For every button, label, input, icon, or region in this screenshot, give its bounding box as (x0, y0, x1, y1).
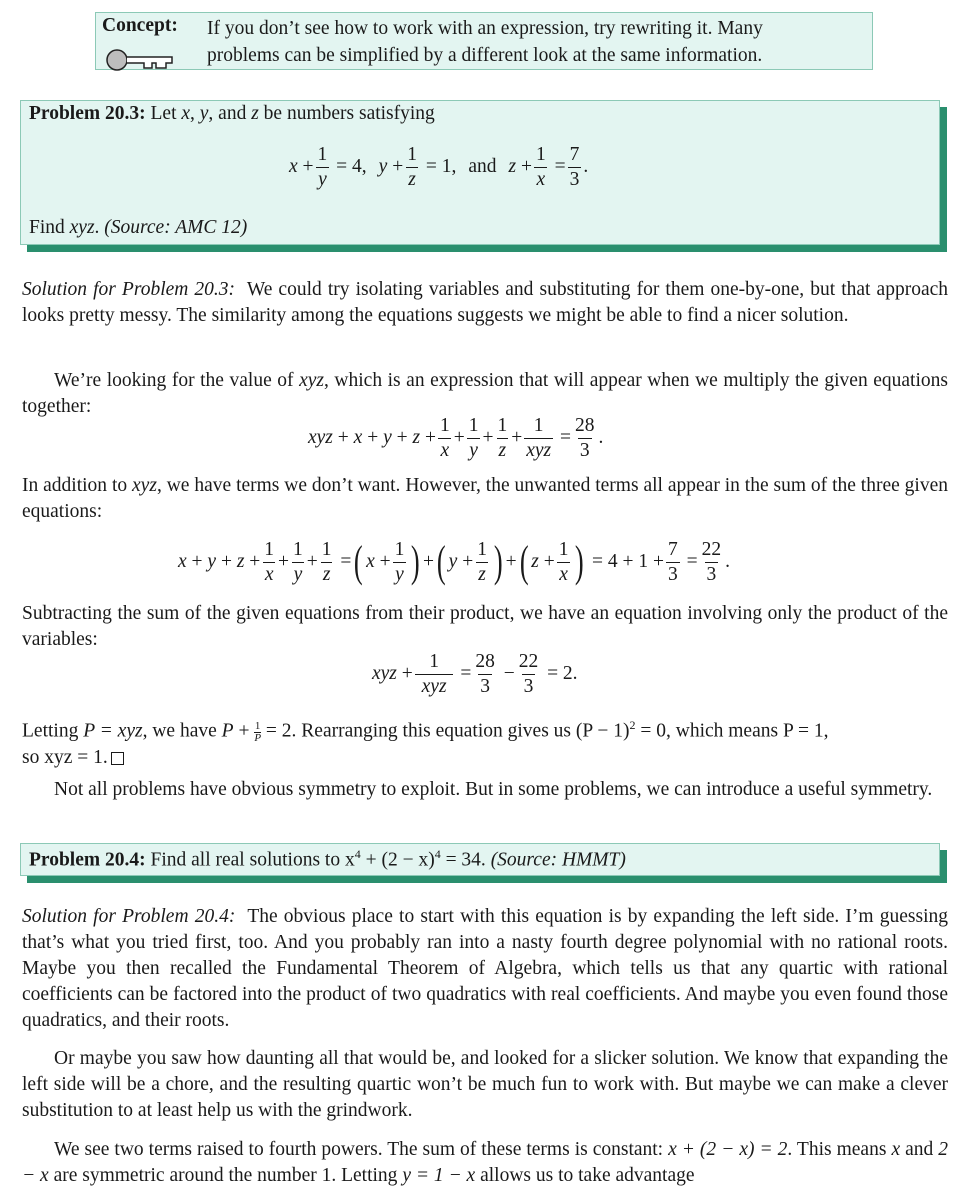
concept-label: Concept: (102, 15, 178, 36)
equation-product: xyz + x + y + z + $\frac{1}{x}$ + $\frac{1}{y}$ + $\frac{1}{z}$ + $\frac{1}{\text{xyz}}$ = $\frac{28}{3}$ . (308, 415, 604, 461)
rhs: 4 (352, 156, 362, 177)
solution-20-3-p6: Not all problems have obvious symmetry to exploit. But in some problems, we can introduce a useful symmetry. (54, 779, 933, 800)
paragraph-text: We could try isolating variables and substituting for them one-by-one, but that approach looks pretty messy. The similarity among the equations suggests we might be able to find a nicer solution. (22, 279, 949, 326)
fraction: $\frac{1}{z}$ (407, 144, 417, 190)
solution-20-3-p3: In addition to xyz, we have terms we don’t want. However, the unwanted terms all appear in the sum of the three given equations: (22, 475, 948, 522)
rhs: 1 (441, 156, 452, 177)
var: y (378, 156, 388, 177)
fraction: $\frac{1}{x}$ (535, 144, 546, 190)
solution-20-3-p4: Subtracting the sum of the given equations from their product, we have an equation involving only the product of the variables: (22, 603, 948, 650)
var: x (289, 156, 298, 177)
problem-label: Problem 20.3: (29, 103, 146, 124)
equation-sum: x + y + z + $\frac{1}{x}$ + $\frac{1}{y}$ + $\frac{1}{z}$ = ( x + $\frac{1}{y}$ ) + ( y + $\frac{1}{z}$ ) + ( z + $\frac{1}{x}$ ) = 4 + 1 + $\frac{7}{3}$ = $\frac{22}{3}$ . (178, 537, 730, 586)
solution-20-4-p3: We see two terms raised to fourth powers. The sum of these terms is constant: x + (2 − x) = 2. This means x and 2 − x are symmetric around the number 1. Letting y = 1 − x allows us to take advantage (22, 1139, 949, 1186)
problem-box (20, 843, 940, 876)
problem-label: Problem 20.4: (29, 849, 146, 871)
solution-20-4-p2: Or maybe you saw how daunting all that would be, and looked for a slicker solution. We know that expanding the left side will be a chore, and the resulting quartic won’t be much fun to work with. But maybe we can make a clever substitution to at least help us with the grindwork. (22, 1048, 948, 1121)
solution-20-3-p2: We’re looking for the value of xyz, which is an expression that will appear when we multiply the given equations together: (22, 370, 948, 417)
problem-20-3-box (20, 100, 950, 255)
solution-20-3-p5: Letting P = xyz, we have P + $\frac{1}{P}$ = 2. Rearranging this equation gives us $(P - 1)^2 = 0$, which means P = 1, so xyz = 1. (22, 718, 829, 768)
fraction: $\frac{7}{3}$ (569, 144, 580, 190)
concept-line-2: problems can be simplified by a different look at the same information. (207, 45, 763, 66)
concept-box (95, 12, 873, 70)
problem-source: (Source: AMC 12) (104, 217, 248, 238)
connector: and (468, 156, 497, 177)
key-icon (106, 49, 176, 77)
problem-20-3-find (29, 217, 247, 239)
qed-box-icon (111, 752, 124, 765)
problem-20-4-box (20, 843, 950, 885)
find-text: Find xyz. (29, 217, 100, 238)
problem-box (20, 100, 940, 245)
problem-source: (Source: HMMT) (490, 849, 626, 871)
solution-20-3-p1 (22, 277, 948, 329)
problem-20-3-statement (29, 103, 435, 125)
solution-label: Solution for Problem 20.4: (22, 906, 236, 927)
fraction: $\frac{1}{y}$ (317, 144, 328, 190)
equation-difference: xyz + $\frac{1}{\text{xyz}}$ = $\frac{28}{3}$ − $\frac{22}{3}$ = 2. (372, 651, 578, 697)
solution-20-4-p1: Solution for Problem 20.4: The obvious place to start with this equation is by expanding the left side. I’m guessing that’s what you tried first, too. And you probably ran into a nasty fourth degree polynomial with no rational roots. Maybe you then recalled the Fundamental Theorem of Algebra, which tells us that any quartic with rational coefficients can be factored into the product of two quadratics with real coefficients. And maybe you even found those quadratics, and their roots. (22, 906, 948, 1031)
solution-label: Solution for Problem 20.3: (22, 279, 236, 300)
concept-line-1: If you don’t see how to work with an expression, try rewriting it. Many (207, 18, 763, 39)
var: z (508, 156, 517, 177)
concept-text (207, 15, 872, 69)
problem-intro: Let x, y, and z be numbers satisfying (150, 103, 435, 124)
given-equations: x + $\frac{1}{y}$ = 4 , y + $\frac{1}{z}$ = 1 , and z + $\frac{1}{x}$ = $\frac{7}{3}$ . (289, 144, 589, 190)
problem-20-4-statement: Problem 20.4: Find all real solutions to $x^4 + (2 - x)^4 = 34$. (Source: HMMT) (29, 847, 626, 871)
